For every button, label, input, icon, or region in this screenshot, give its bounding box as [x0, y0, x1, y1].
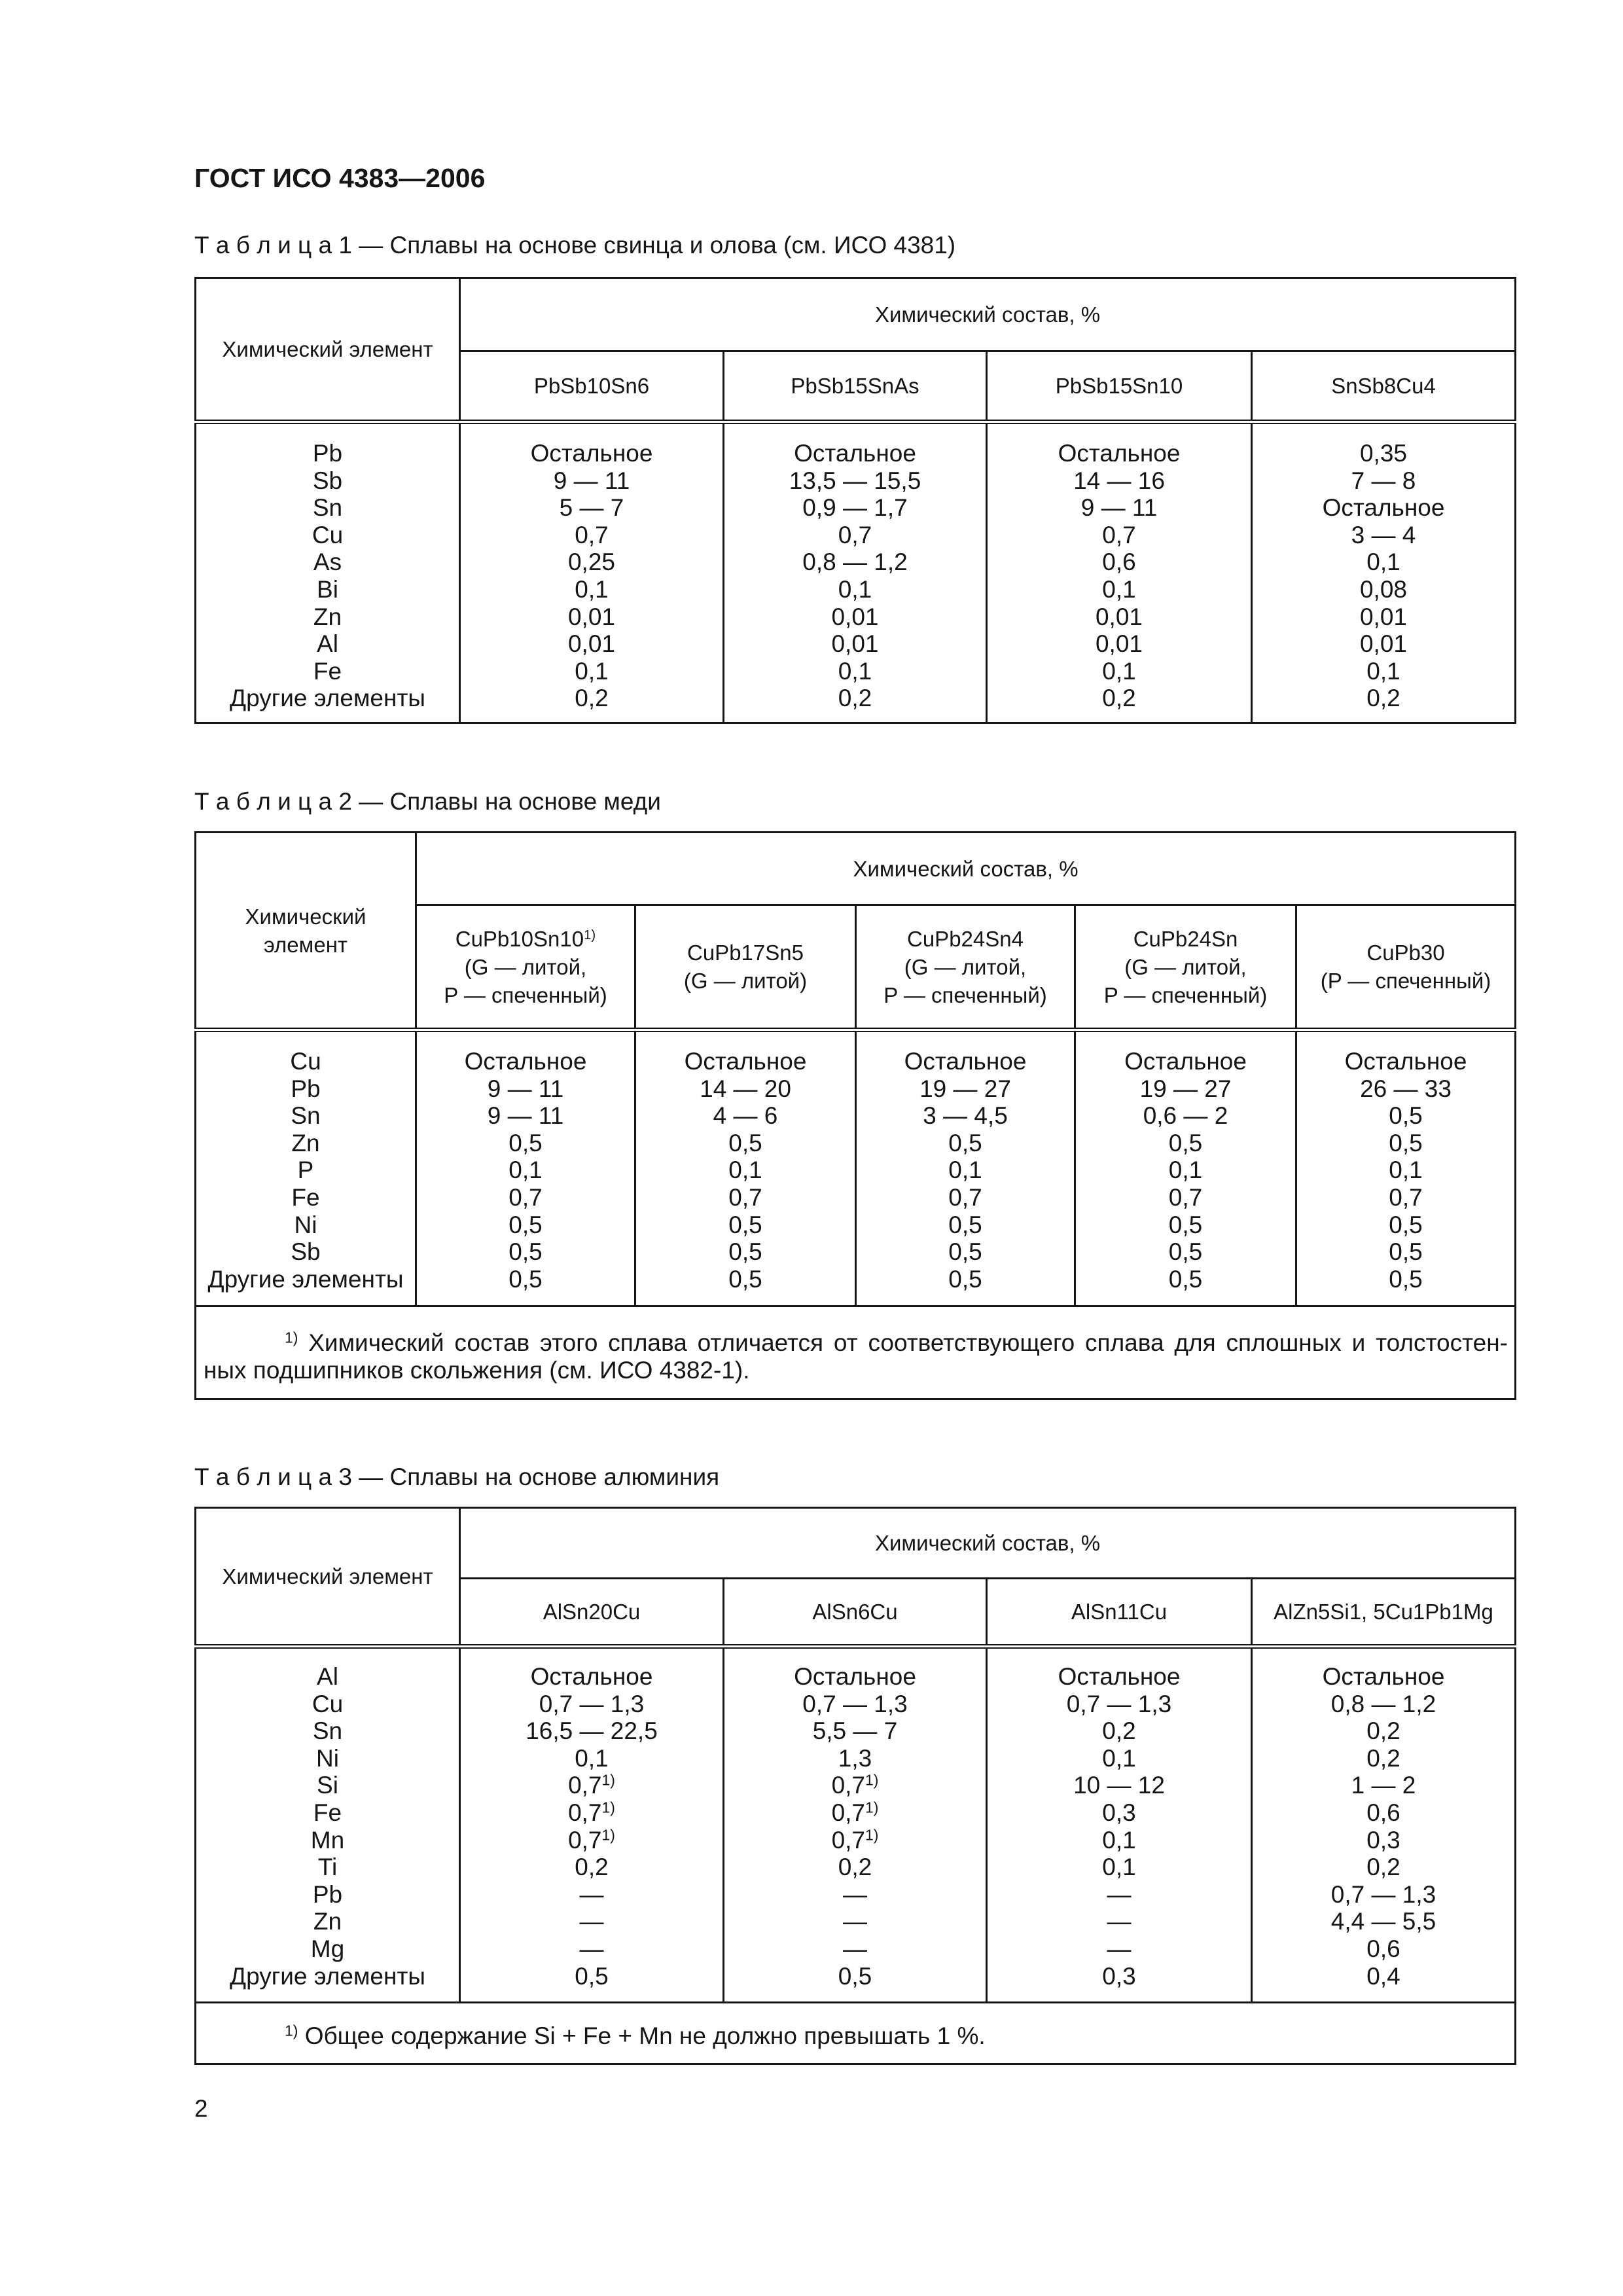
table-1-caption: Т а б л и ц а 1 — Сплавы на основе свинца и олова (см. ИСО 4381)	[194, 232, 956, 259]
element-name: Mg	[310, 1935, 345, 1962]
alloy-name	[730, 1598, 980, 1626]
composition-value: 5,5 — 7	[812, 1717, 898, 1745]
alloy-name	[1081, 925, 1290, 953]
table-2-caption: Т а б л и ц а 2 — Сплавы на основе меди	[194, 788, 661, 815]
composition-value: 0,5	[948, 1211, 982, 1238]
composition-value: —	[579, 1908, 604, 1935]
element-name: Sn	[312, 1717, 343, 1745]
element-column-header: Химический элемент	[196, 278, 460, 422]
element-name: As	[313, 548, 342, 576]
composition-value: 0,7	[1168, 1183, 1203, 1211]
composition-value: 9 — 11	[553, 467, 630, 494]
element-name: Zn	[313, 1908, 342, 1935]
element-name: Другие элементы	[207, 1265, 404, 1293]
alloy-header	[987, 351, 1252, 422]
composition-value: 0,1	[1102, 657, 1136, 685]
composition-value: 0,2	[838, 1854, 872, 1881]
element-name: Ni	[316, 1744, 339, 1772]
composition-value: 0,1	[575, 657, 609, 685]
composition-value: 0,2	[1102, 1717, 1136, 1745]
composition-value: 0,7	[948, 1183, 982, 1211]
alloy-header	[987, 1579, 1252, 1647]
alloy-name-text: SnSb8Cu4	[1331, 374, 1436, 398]
alloy-name-text: AlSn6Cu	[812, 1600, 898, 1624]
footnote-ref: 1)	[584, 927, 596, 942]
composition-value-text: 0,7	[568, 1826, 602, 1854]
alloy-header	[460, 1579, 724, 1647]
element-name: Fe	[313, 657, 342, 685]
composition-value: —	[843, 1935, 867, 1962]
alloy-designation-note: (G — литой,	[904, 954, 1027, 979]
composition-value: 0,7	[728, 1183, 762, 1211]
composition-value: 0,5	[575, 1962, 609, 1990]
table-2	[194, 831, 1516, 1400]
composition-column	[460, 1647, 724, 2003]
composition-value: 0,1	[575, 575, 609, 603]
element-name: Sn	[291, 1102, 321, 1130]
composition-value: 0,5	[508, 1211, 543, 1238]
composition-value: 0,1	[1102, 1744, 1136, 1772]
composition-value: 0,1	[508, 1157, 543, 1184]
element-name: Sb	[312, 467, 343, 494]
footnote-ref: 1)	[601, 1771, 615, 1789]
alloy-designation-note: P — спеченный)	[1103, 982, 1268, 1007]
composition-value: Остальное	[1344, 1048, 1467, 1075]
composition-value	[724, 1799, 986, 1827]
alloy-header	[635, 905, 856, 1030]
element-column	[196, 1030, 416, 1306]
composition-column	[1075, 1030, 1296, 1306]
footnote-marker: 1)	[285, 1329, 298, 1346]
composition-value: 0,5	[948, 1265, 982, 1293]
composition-value: 0,5	[508, 1129, 543, 1157]
composition-value	[724, 1772, 986, 1799]
data-row	[196, 422, 1516, 723]
composition-value: 0,5	[728, 1265, 762, 1293]
composition-value: 0,3	[1102, 1799, 1136, 1826]
element-column-header: Химический элемент	[196, 1508, 460, 1647]
composition-value: 0,7 — 1,3	[539, 1690, 645, 1717]
composition-value: 0,5	[1389, 1211, 1423, 1238]
alloy-name	[1302, 939, 1509, 967]
composition-column	[1252, 1647, 1516, 2003]
composition-value: Остальное	[530, 1663, 653, 1690]
footnote-line: ных подшипников скольжения (см. ИСО 4382-1).	[204, 1357, 750, 1384]
alloy-name-text: AlSn11Cu	[1071, 1600, 1168, 1624]
element-name: Другие элементы	[230, 685, 425, 712]
composition-value: 4 — 6	[713, 1102, 778, 1130]
composition-value: 0,7	[575, 521, 609, 548]
element-name: Cu	[312, 521, 344, 548]
composition-value-text: 0,7	[568, 1799, 602, 1826]
composition-value-text: 0,7	[831, 1826, 866, 1854]
composition-value: 4,4 — 5,5	[1330, 1908, 1436, 1935]
element-name: Fe	[291, 1183, 320, 1211]
composition-value: 0,5	[728, 1211, 762, 1238]
alloy-header	[1296, 905, 1516, 1030]
element-name: Zn	[291, 1129, 320, 1157]
footnote-text: Химический состав этого сплава отличается от соответствующего сплава для сплошных и толстостен-	[308, 1329, 1508, 1356]
composition-value: 0,2	[1102, 685, 1136, 712]
composition-value: 0,3	[1366, 1826, 1400, 1854]
element-name: Al	[317, 1663, 338, 1690]
composition-value: 0,7	[838, 521, 872, 548]
composition-value: Остальное	[794, 1663, 916, 1690]
alloy-name-text: AlZn5Si1, 5Cu1Pb1Mg	[1274, 1600, 1493, 1624]
composition-value: 0,2	[575, 685, 609, 712]
alloy-name	[466, 372, 717, 400]
composition-value: Остальное	[794, 440, 916, 467]
composition-value: 0,5	[948, 1129, 982, 1157]
data-row	[196, 1030, 1516, 1306]
composition-value: 0,7 — 1,3	[1330, 1880, 1436, 1908]
composition-value: 0,2	[1366, 685, 1400, 712]
composition-value: 0,9 — 1,7	[802, 494, 908, 522]
element-name: Mn	[310, 1826, 345, 1854]
composition-value: 0,01	[567, 603, 615, 630]
composition-value: 0,7 — 1,3	[802, 1690, 908, 1717]
composition-value: 0,7	[1389, 1183, 1423, 1211]
composition-value: 19 — 27	[1139, 1075, 1232, 1102]
composition-value: 0,5	[838, 1962, 872, 1990]
composition-value: —	[1107, 1935, 1132, 1962]
table-3	[194, 1507, 1516, 2065]
composition-value: 0,5	[728, 1129, 762, 1157]
composition-value: 9 — 11	[487, 1102, 564, 1130]
composition-value: 0,1	[1366, 657, 1400, 685]
composition-value: 0,5	[1389, 1265, 1423, 1293]
composition-value: 26 — 33	[1360, 1075, 1452, 1102]
composition-value: 1 — 2	[1351, 1772, 1416, 1799]
alloy-name	[993, 372, 1245, 400]
alloy-name-text: CuPb10Sn10	[455, 926, 584, 951]
document-header: ГОСТ ИСО 4383—2006	[194, 163, 486, 193]
composition-value: 3 — 4	[1351, 521, 1416, 548]
composition-value: 0,7 — 1,3	[1066, 1690, 1172, 1717]
composition-value: 0,35	[1359, 440, 1407, 467]
composition-value: 14 — 16	[1073, 467, 1165, 494]
composition-value: 9 — 11	[487, 1075, 564, 1102]
data-row	[196, 1647, 1516, 2003]
alloy-designation-note: (P — спеченный)	[1320, 969, 1491, 993]
composition-value: —	[843, 1908, 867, 1935]
composition-value: 13,5 — 15,5	[789, 467, 921, 494]
composition-column	[724, 422, 987, 723]
table-header-row	[196, 833, 1516, 905]
composition-value: 0,7	[1102, 521, 1136, 548]
footnote-marker: 1)	[285, 2022, 298, 2039]
composition-value: 0,5	[508, 1265, 543, 1293]
composition-value: 0,5	[1168, 1211, 1203, 1238]
alloy-header	[1075, 905, 1296, 1030]
composition-value: 0,2	[1366, 1744, 1400, 1772]
composition-value: Остальное	[684, 1048, 807, 1075]
alloy-name	[1258, 1598, 1509, 1626]
composition-header: Химический состав, %	[416, 833, 1516, 905]
composition-value	[461, 1827, 722, 1854]
alloy-name	[466, 1598, 717, 1626]
page-number: 2	[194, 2095, 208, 2122]
alloy-header	[724, 1579, 987, 1647]
composition-value: 1,3	[838, 1744, 872, 1772]
composition-value: 0,1	[1102, 575, 1136, 603]
composition-value-text: 0,7	[831, 1772, 866, 1799]
composition-value: 0,5	[1168, 1238, 1203, 1266]
composition-value: —	[1107, 1908, 1132, 1935]
element-name: Sn	[312, 494, 343, 522]
composition-value: 0,1	[1102, 1854, 1136, 1881]
composition-value: 0,5	[1389, 1102, 1423, 1130]
composition-column	[1252, 422, 1516, 723]
composition-value: 0,4	[1366, 1962, 1400, 1990]
composition-value: 0,01	[1359, 630, 1407, 658]
footnote-ref: 1)	[601, 1799, 615, 1816]
alloy-designation-note: P — спеченный)	[883, 982, 1047, 1007]
composition-value: 0,01	[1359, 603, 1407, 630]
composition-value-text: 0,7	[831, 1799, 866, 1826]
alloy-name-text: PbSb10Sn6	[533, 374, 650, 398]
composition-value: 0,1	[1168, 1157, 1203, 1184]
element-name: Al	[317, 630, 338, 658]
composition-value: Остальное	[904, 1048, 1027, 1075]
composition-value: 5 — 7	[559, 494, 624, 522]
element-name: Ti	[317, 1854, 338, 1881]
composition-column	[987, 1647, 1252, 2003]
composition-column	[856, 1030, 1075, 1306]
composition-value: Остальное	[1322, 1663, 1445, 1690]
footnote-ref: 1)	[865, 1771, 879, 1789]
composition-value: —	[1107, 1880, 1132, 1908]
composition-column	[460, 422, 724, 723]
composition-value: 0,7	[508, 1183, 543, 1211]
footnote-line	[204, 2022, 1508, 2050]
composition-value: 0,2	[838, 685, 872, 712]
composition-value: 0,2	[1366, 1854, 1400, 1881]
composition-value: 0,2	[575, 1854, 609, 1881]
composition-value: 0,1	[1102, 1826, 1136, 1854]
alloy-designation-note: P — спеченный)	[444, 982, 607, 1007]
element-name: Sb	[291, 1238, 321, 1266]
alloy-name-text: CuPb24Sn4	[907, 926, 1024, 951]
composition-value: Остальное	[1058, 440, 1181, 467]
alloy-header	[460, 351, 724, 422]
composition-value: 3 — 4,5	[923, 1102, 1008, 1130]
element-name: Ni	[294, 1211, 317, 1238]
composition-value: 0,1	[948, 1157, 982, 1184]
composition-value: 0,08	[1359, 575, 1407, 603]
composition-value: 0,01	[1095, 630, 1143, 658]
table-header-row	[196, 1508, 1516, 1579]
footnote-text: Общее содержание Si + Fe + Mn не должно превышать 1 %.	[304, 2022, 986, 2049]
footnote-row	[196, 1306, 1516, 1399]
composition-value: 0,6 — 2	[1143, 1102, 1228, 1130]
alloy-name	[1258, 372, 1509, 400]
composition-value: 0,3	[1102, 1962, 1136, 1990]
element-name: P	[297, 1157, 314, 1184]
composition-value: Остальное	[530, 440, 653, 467]
composition-value: 0,6	[1102, 548, 1136, 576]
composition-value: 0,5	[728, 1238, 762, 1266]
composition-value: 0,8 — 1,2	[1330, 1690, 1436, 1717]
composition-value: 0,01	[567, 630, 615, 658]
element-name: Pb	[312, 1880, 343, 1908]
composition-column	[635, 1030, 856, 1306]
alloy-header	[724, 351, 987, 422]
alloy-name	[730, 372, 980, 400]
footnote-ref: 1)	[865, 1825, 879, 1843]
composition-value: 0,01	[831, 603, 879, 630]
composition-value: 19 — 27	[919, 1075, 1011, 1102]
element-name: Si	[317, 1772, 338, 1799]
composition-value: 0,5	[948, 1238, 982, 1266]
composition-value	[461, 1772, 722, 1799]
alloy-name	[641, 939, 849, 967]
composition-value: 16,5 — 22,5	[526, 1717, 658, 1745]
composition-value: —	[579, 1880, 604, 1908]
composition-value: 0,6	[1366, 1935, 1400, 1962]
alloy-designation-note: (G — литой,	[464, 954, 587, 979]
element-column-header: Химический элемент	[196, 833, 416, 1030]
alloy-name	[422, 925, 629, 953]
composition-value: —	[843, 1880, 867, 1908]
composition-value: Остальное	[1322, 494, 1445, 522]
alloy-name-text: CuPb24Sn	[1133, 926, 1238, 951]
composition-column	[416, 1030, 635, 1306]
composition-value: 7 — 8	[1351, 467, 1416, 494]
alloy-name	[862, 925, 1069, 953]
alloy-name-text: PbSb15Sn10	[1055, 374, 1183, 398]
composition-value: 0,01	[1095, 603, 1143, 630]
composition-value: 14 — 20	[700, 1075, 791, 1102]
alloy-header	[1252, 351, 1516, 422]
table-1	[194, 277, 1516, 724]
alloy-name-text: AlSn20Cu	[543, 1600, 641, 1624]
element-name: Zn	[313, 603, 342, 630]
composition-value: 0,5	[1389, 1129, 1423, 1157]
composition-header: Химический состав, %	[460, 1508, 1516, 1579]
element-name: Другие элементы	[230, 1962, 425, 1990]
element-name: Cu	[312, 1690, 344, 1717]
composition-column	[987, 422, 1252, 723]
composition-value: 0,1	[1366, 548, 1400, 576]
composition-value: Остальное	[464, 1048, 587, 1075]
composition-value: 0,2	[1366, 1717, 1400, 1745]
table-3-caption: Т а б л и ц а 3 — Сплавы на основе алюминия	[194, 1463, 720, 1490]
composition-value: 0,5	[1168, 1129, 1203, 1157]
composition-value: 0,01	[831, 630, 879, 658]
composition-value: 0,1	[728, 1157, 762, 1184]
alloy-header	[1252, 1579, 1516, 1647]
alloy-header	[856, 905, 1075, 1030]
composition-value: 0,1	[838, 575, 872, 603]
composition-value: Остальное	[1058, 1663, 1181, 1690]
element-name: Bi	[317, 575, 338, 603]
alloy-name	[993, 1598, 1245, 1626]
table-header-row	[196, 278, 1516, 351]
composition-value: 0,1	[575, 1744, 609, 1772]
composition-column	[1296, 1030, 1516, 1306]
footnote-ref: 1)	[865, 1799, 879, 1816]
element-name: Pb	[291, 1075, 321, 1102]
element-column	[196, 1647, 460, 2003]
alloy-designation-note: (G — литой)	[683, 969, 808, 993]
alloy-name-text: PbSb15SnAs	[791, 374, 919, 398]
composition-value: Остальное	[1124, 1048, 1247, 1075]
composition-value: 0,8 — 1,2	[802, 548, 908, 576]
composition-value: 0,5	[1389, 1238, 1423, 1266]
composition-value	[724, 1827, 986, 1854]
footnote-line	[204, 1329, 1508, 1357]
table-3-footnote	[196, 2003, 1516, 2064]
composition-value: —	[579, 1935, 604, 1962]
alloy-designation-note: (G — литой,	[1124, 954, 1247, 979]
alloy-name-text: CuPb30	[1366, 941, 1445, 965]
element-name: Cu	[290, 1048, 321, 1075]
table-2-footnote	[196, 1306, 1516, 1399]
element-name: Pb	[312, 440, 343, 467]
footnote-row	[196, 2003, 1516, 2064]
alloy-name-text: CuPb17Sn5	[687, 941, 804, 965]
composition-value	[461, 1799, 722, 1827]
composition-value: 0,5	[1168, 1265, 1203, 1293]
composition-value: 0,1	[1389, 1157, 1423, 1184]
element-column	[196, 422, 460, 723]
composition-value-text: 0,7	[568, 1772, 602, 1799]
composition-value: 10 — 12	[1073, 1772, 1165, 1799]
composition-column	[724, 1647, 987, 2003]
composition-value: 9 — 11	[1080, 494, 1158, 522]
footnote-ref: 1)	[601, 1825, 615, 1843]
alloy-header	[416, 905, 635, 1030]
composition-value: 0,1	[838, 657, 872, 685]
composition-value: 0,5	[508, 1238, 543, 1266]
element-name: Fe	[313, 1799, 342, 1826]
composition-header: Химический состав, %	[460, 278, 1516, 351]
composition-value: 0,25	[567, 548, 615, 576]
composition-value: 0,6	[1366, 1799, 1400, 1826]
